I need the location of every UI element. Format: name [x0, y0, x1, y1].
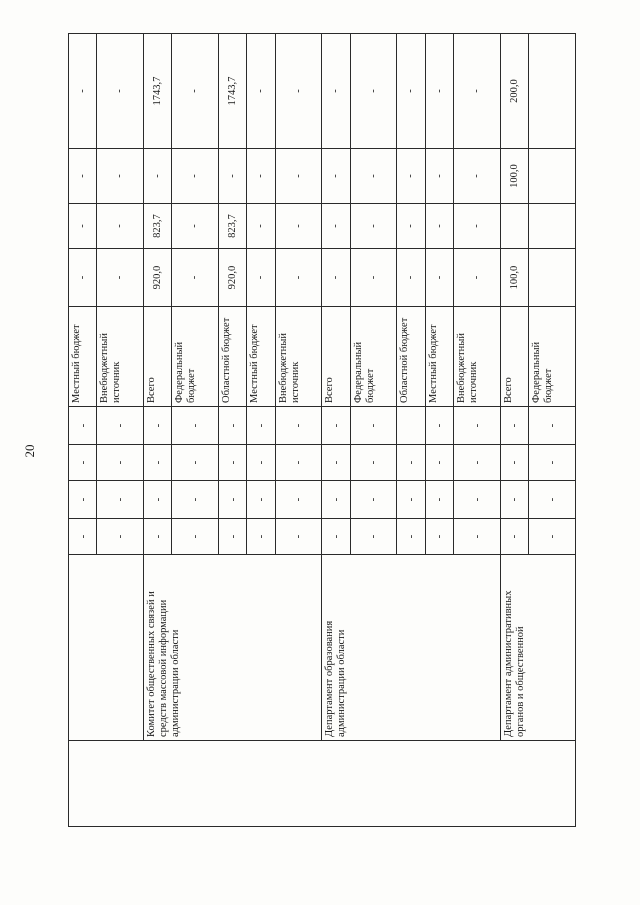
amount-cell: -: [275, 149, 322, 204]
amount-cell: -: [322, 34, 350, 149]
value-cell: -: [529, 481, 576, 519]
amount-cell: -: [397, 149, 425, 204]
table-row: [500, 34, 528, 827]
amount-cell: -: [454, 149, 501, 204]
value-cell: -: [454, 407, 501, 445]
value-cell: -: [500, 407, 528, 445]
table-frame: [68, 34, 576, 827]
amount-cell: [529, 34, 576, 149]
amount-cell: 1743,7: [144, 34, 172, 149]
value-cell: -: [219, 407, 247, 445]
amount-cell: -: [69, 149, 97, 204]
value-cell: -: [97, 481, 144, 519]
funding-source-cell: Внебюджетный источник: [454, 307, 501, 407]
amount-cell: 100,0: [500, 149, 528, 204]
funding-source-cell: Внебюджетный источник: [97, 307, 144, 407]
value-cell: -: [247, 519, 275, 555]
amount-cell: -: [425, 249, 453, 307]
amount-cell: 100,0: [500, 249, 528, 307]
funding-source-cell: Внебюджетный источник: [275, 307, 322, 407]
amount-cell: -: [425, 34, 453, 149]
value-cell: -: [529, 519, 576, 555]
amount-cell: [500, 204, 528, 249]
value-cell: -: [144, 445, 172, 481]
amount-cell: -: [397, 204, 425, 249]
amount-cell: [529, 149, 576, 204]
value-cell: -: [69, 481, 97, 519]
value-cell: -: [144, 407, 172, 445]
amount-cell: -: [397, 249, 425, 307]
value-cell: -: [454, 519, 501, 555]
funding-source-cell: Местный бюджет: [425, 307, 453, 407]
value-cell: -: [322, 407, 350, 445]
organization-cell: Комитет общественных связей и средств массовой информации администрации области: [144, 555, 322, 741]
table-body: [69, 34, 576, 827]
amount-cell: -: [397, 34, 425, 149]
amount-cell: -: [350, 149, 397, 204]
amount-cell: -: [350, 34, 397, 149]
value-cell: -: [529, 407, 576, 445]
amount-cell: 823,7: [144, 204, 172, 249]
amount-cell: -: [172, 204, 219, 249]
value-cell: -: [275, 481, 322, 519]
amount-cell: -: [97, 204, 144, 249]
organization-cell: [69, 555, 144, 741]
value-cell: -: [425, 445, 453, 481]
amount-cell: -: [322, 149, 350, 204]
amount-cell: -: [247, 204, 275, 249]
amount-cell: -: [425, 204, 453, 249]
value-cell: -: [454, 445, 501, 481]
amount-cell: -: [97, 149, 144, 204]
amount-cell: [529, 204, 576, 249]
funding-source-cell: Местный бюджет: [247, 307, 275, 407]
funding-source-cell: Федеральный бюджет: [529, 307, 576, 407]
amount-cell: -: [350, 249, 397, 307]
amount-cell: -: [172, 149, 219, 204]
funding-source-cell: Всего: [144, 307, 172, 407]
value-cell: -: [144, 519, 172, 555]
value-cell: -: [350, 481, 397, 519]
funding-source-cell: Федеральный бюджет: [172, 307, 219, 407]
funding-source-cell: Местный бюджет: [69, 307, 97, 407]
value-cell: -: [397, 519, 425, 555]
amount-cell: -: [172, 249, 219, 307]
amount-cell: -: [247, 149, 275, 204]
value-cell: -: [219, 445, 247, 481]
funding-source-cell: Областной бюджет: [219, 307, 247, 407]
blank-column-cell: [69, 741, 576, 827]
amount-cell: -: [275, 249, 322, 307]
amount-cell: -: [454, 249, 501, 307]
value-cell: -: [397, 481, 425, 519]
value-cell: -: [172, 445, 219, 481]
value-cell: -: [425, 407, 453, 445]
value-cell: -: [247, 445, 275, 481]
value-cell: -: [350, 407, 397, 445]
value-cell: -: [397, 445, 425, 481]
value-cell: -: [97, 445, 144, 481]
amount-cell: -: [425, 149, 453, 204]
amount-cell: -: [350, 204, 397, 249]
value-cell: -: [172, 407, 219, 445]
value-cell: -: [247, 481, 275, 519]
value-cell: -: [219, 481, 247, 519]
value-cell: -: [350, 445, 397, 481]
value-cell: -: [275, 407, 322, 445]
value-cell: -: [219, 519, 247, 555]
amount-cell: 200,0: [500, 34, 528, 149]
amount-cell: 920,0: [219, 249, 247, 307]
amount-cell: 1743,7: [219, 34, 247, 149]
value-cell: -: [275, 519, 322, 555]
amount-cell: -: [97, 34, 144, 149]
funding-source-cell: Федеральный бюджет: [350, 307, 397, 407]
amount-cell: -: [247, 34, 275, 149]
page-number: 20: [22, 444, 37, 458]
amount-cell: 823,7: [219, 204, 247, 249]
value-cell: -: [69, 407, 97, 445]
amount-cell: -: [275, 34, 322, 149]
table-row: [69, 34, 97, 827]
amount-cell: -: [454, 204, 501, 249]
amount-cell: -: [69, 204, 97, 249]
amount-cell: -: [247, 249, 275, 307]
value-cell: -: [529, 445, 576, 481]
value-cell: -: [69, 519, 97, 555]
amount-cell: -: [172, 34, 219, 149]
value-cell: -: [500, 519, 528, 555]
value-cell: -: [144, 481, 172, 519]
organization-cell: Департамент административных органов и общественной: [500, 555, 575, 741]
value-cell: -: [172, 519, 219, 555]
value-cell: -: [97, 519, 144, 555]
value-cell: -: [454, 481, 501, 519]
value-cell: -: [322, 481, 350, 519]
table-row: [322, 34, 350, 827]
budget-table: [68, 33, 576, 827]
amount-cell: -: [97, 249, 144, 307]
value-cell: -: [247, 407, 275, 445]
value-cell: -: [275, 445, 322, 481]
value-cell: -: [172, 481, 219, 519]
amount-cell: -: [454, 34, 501, 149]
amount-cell: 920,0: [144, 249, 172, 307]
amount-cell: [529, 249, 576, 307]
amount-cell: -: [69, 249, 97, 307]
amount-cell: -: [219, 149, 247, 204]
value-cell: -: [350, 519, 397, 555]
value-cell: -: [322, 445, 350, 481]
amount-cell: -: [322, 249, 350, 307]
value-cell: -: [425, 481, 453, 519]
value-cell: -: [500, 481, 528, 519]
amount-cell: -: [322, 204, 350, 249]
funding-source-cell: Всего: [500, 307, 528, 407]
value-cell: -: [500, 445, 528, 481]
value-cell: [397, 407, 425, 445]
organization-cell: Департамент образования администрации области: [322, 555, 500, 741]
amount-cell: -: [144, 149, 172, 204]
value-cell: -: [97, 407, 144, 445]
value-cell: -: [322, 519, 350, 555]
value-cell: -: [69, 445, 97, 481]
table-row: [144, 34, 172, 827]
value-cell: -: [425, 519, 453, 555]
funding-source-cell: Всего: [322, 307, 350, 407]
amount-cell: -: [275, 204, 322, 249]
funding-source-cell: Областной бюджет: [397, 307, 425, 407]
amount-cell: -: [69, 34, 97, 149]
